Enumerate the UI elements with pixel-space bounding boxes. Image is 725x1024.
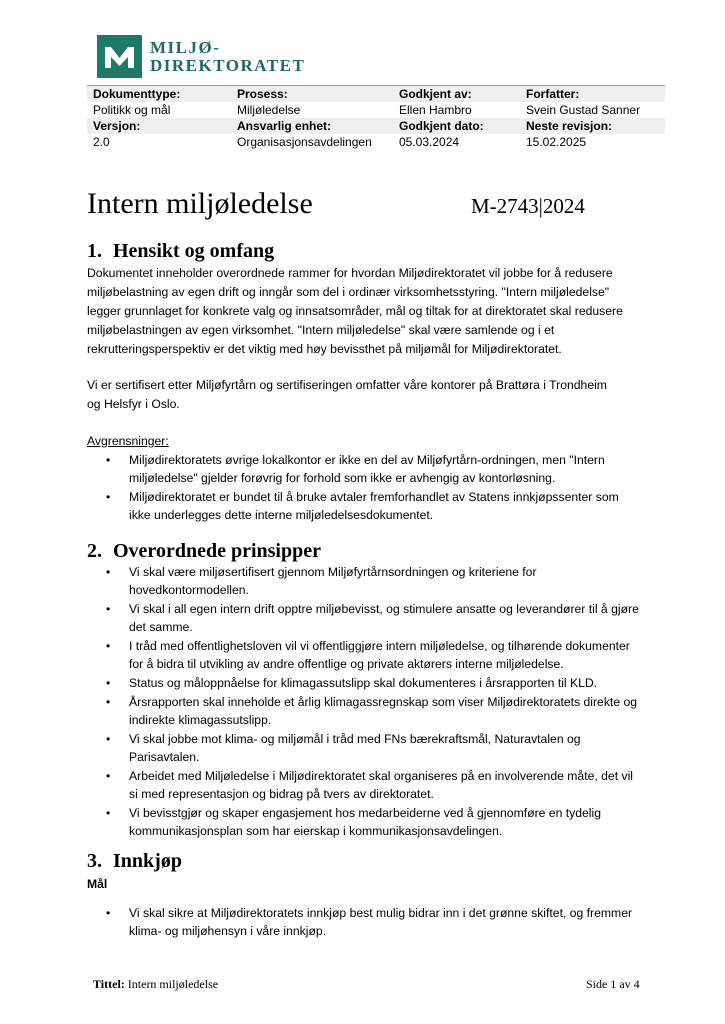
value-author: Svein Gustad Sanner xyxy=(526,103,641,117)
section-1-heading xyxy=(87,238,274,264)
text-line: hovedkontormodellen. xyxy=(129,583,249,597)
bullet-icon: • xyxy=(106,453,111,467)
footer-title-label: Tittel: xyxy=(93,977,125,991)
value-approved-date: 05.03.2024 xyxy=(399,135,460,149)
document-title: Intern miljøledelse xyxy=(87,187,313,220)
text-line: indirekte klimagassutslipp. xyxy=(129,713,272,727)
metadata-label-row xyxy=(87,118,665,134)
text-line: Miljødirektoratet er bundet til å bruke avtaler fremforhandlet av Statens innkjøpssenter som xyxy=(129,490,619,504)
text-line: Vi bevisstgjør og skaper engasjement hos medarbeiderne ved å gjennomføre en tydelig xyxy=(129,806,601,820)
list-item xyxy=(87,767,652,803)
text-line: Årsrapporten skal inneholde et årlig klimagassregnskap som viser Miljødirektoratets direkte og xyxy=(129,695,638,709)
text-line: Vi skal være miljøsertifisert gjennom Miljøfyrtårnsordningen og kriteriene for xyxy=(129,565,537,579)
label-approved-by: Godkjent av: xyxy=(393,86,520,103)
text-line: I tråd med offentlighetsloven vil vi offentliggjøre intern miljøledelse, og tilhørende dokumenter xyxy=(129,639,630,653)
list-item xyxy=(87,451,652,487)
text-line: ikke underlegges dette interne miljøledelsesdokumentet. xyxy=(129,508,434,522)
section-number: 1. xyxy=(87,240,102,262)
list-item xyxy=(87,637,652,673)
text-line: Vi skal jobbe mot klima- og miljømål i tråd med FNs bærekraftsmål, Naturavtalen og xyxy=(129,732,581,746)
value-process: Miljøledelse xyxy=(237,103,301,117)
bullet-icon: • xyxy=(106,639,111,653)
section-1-paragraph-1 xyxy=(87,264,652,359)
text-line: miljøbelastningen av egen virksomhet. "Intern miljøledelse" skal være samlende og i et xyxy=(87,323,555,337)
list-item xyxy=(87,488,652,524)
label-version: Versjon: xyxy=(87,118,231,134)
section-2-heading xyxy=(87,538,321,564)
metadata-label-row xyxy=(87,86,665,103)
bullet-icon: • xyxy=(106,769,111,783)
section-2-bullet-list xyxy=(87,563,652,841)
text-line: legger grunnlaget for konkrete valg og innsatsområder, mål og tiltak for at direktoratet skal redusere xyxy=(87,304,623,318)
list-item xyxy=(87,730,652,766)
list-item xyxy=(87,904,652,940)
text-line: Vi skal i all egen intern drift opptre miljøbevisst, og stimulere ansatte og leverandører til å gjøre xyxy=(129,602,639,616)
limits-label: Avgrensninger: xyxy=(87,434,169,448)
list-item xyxy=(87,804,652,840)
value-version: 2.0 xyxy=(93,135,110,149)
list-item xyxy=(87,563,652,599)
text-line: miljøledelse" gjelder forøvrig for forhold som ikke er avhengig av kontorløsning. xyxy=(129,471,556,485)
bullet-icon: • xyxy=(106,565,111,579)
section-3-sublabel: Mål xyxy=(87,877,108,891)
section-heading-text: Overordnede prinsipper xyxy=(113,540,321,562)
text-line: Arbeidet med Miljøledelse i Miljødirektoratet skal organiseres på en involverende måte, det vil xyxy=(129,769,633,783)
section-3-heading xyxy=(87,848,182,874)
text-line: rekrutteringsperspektiv er det viktig med høy bevissthet på miljømål for Miljødirektoratet. xyxy=(87,342,562,356)
text-line: Vi skal sikre at Miljødirektoratets innkjøp best mulig bidrar inn i det grønne skiftet, og fremmer xyxy=(129,906,633,920)
value-next-revision: 15.02.2025 xyxy=(526,135,587,149)
section-heading-text: Hensikt og omfang xyxy=(113,240,275,262)
label-process: Prosess: xyxy=(231,86,393,103)
footer-title xyxy=(93,977,218,992)
metadata-value-row xyxy=(87,102,665,118)
text-line: Dokumentet inneholder overordnede rammer for hvordan Miljødirektoratet vil jobbe for å redusere xyxy=(87,266,613,280)
section-1-paragraph-2 xyxy=(87,376,652,414)
miljodirektoratet-logo-icon xyxy=(97,35,142,78)
bullet-icon: • xyxy=(106,732,111,746)
footer-page-number: Side 1 av 4 xyxy=(586,977,640,991)
text-line: miljøbelastning av egen drift og inngår som del i ordinær virksomhetsstyring. "Intern miljøledelse" xyxy=(87,285,610,299)
logo-text xyxy=(150,39,305,75)
section-3-bullet-list xyxy=(87,904,652,941)
logo xyxy=(97,35,305,78)
text-line: kommunikasjonsplan som har eierskap i kommunikasjonsavdelingen. xyxy=(129,824,503,838)
bullet-icon: • xyxy=(106,490,111,504)
bullet-icon: • xyxy=(106,602,111,616)
label-responsible-unit: Ansvarlig enhet: xyxy=(231,118,393,134)
text-line: Status og måloppnåelse for klimagassutslipp skal dokumenteres i årsrapporten til KLD. xyxy=(129,676,598,690)
value-responsible-unit: Organisasjonsavdelingen xyxy=(237,135,372,149)
text-line: Parisavtalen. xyxy=(129,750,200,764)
metadata-value-row xyxy=(87,134,665,150)
text-line: Miljødirektoratets øvrige lokalkontor er ikke en del av Miljøfyrtårn-ordningen, men "Intern xyxy=(129,453,605,467)
footer-title-value: Intern miljøledelse xyxy=(127,977,219,991)
bullet-icon: • xyxy=(106,676,111,690)
logo-line-2: DIREKTORATET xyxy=(150,55,306,75)
bullet-icon: • xyxy=(106,906,111,920)
section-heading-text: Innkjøp xyxy=(113,850,182,872)
logo-line-1: MILJØ- xyxy=(150,37,221,57)
text-line: og Helsfyr i Oslo. xyxy=(87,397,180,411)
label-author: Forfatter: xyxy=(520,86,665,103)
bullet-icon: • xyxy=(106,806,111,820)
section-1-bullet-list xyxy=(87,451,652,525)
document-number: M-2743|2024 xyxy=(471,194,585,218)
text-line: Vi er sertifisert etter Miljøfyrtårn og sertifiseringen omfatter våre kontorer på Brattøra i Trondheim xyxy=(87,378,607,392)
text-line: klima- og miljøhensyn i våre innkjøp. xyxy=(129,924,327,938)
label-approved-date: Godkjent dato: xyxy=(393,118,520,134)
text-line: det samme. xyxy=(129,620,193,634)
section-number: 3. xyxy=(87,850,102,872)
value-document-type: Politikk og mål xyxy=(93,103,171,117)
bullet-icon: • xyxy=(106,695,111,709)
label-document-type: Dokumenttype: xyxy=(87,86,231,103)
list-item xyxy=(87,600,652,636)
value-approved-by: Ellen Hambro xyxy=(399,103,472,117)
text-line: si med representasjon og bidrag på tvers av direktoratet. xyxy=(129,787,434,801)
list-item xyxy=(87,674,652,692)
text-line: for å bidra til utvikling av andre offentlige og private aktørers interne miljøledelse. xyxy=(129,657,564,671)
list-item xyxy=(87,693,652,729)
document-metadata-table xyxy=(87,85,665,150)
label-next-revision: Neste revisjon: xyxy=(520,118,665,134)
section-number: 2. xyxy=(87,540,102,562)
